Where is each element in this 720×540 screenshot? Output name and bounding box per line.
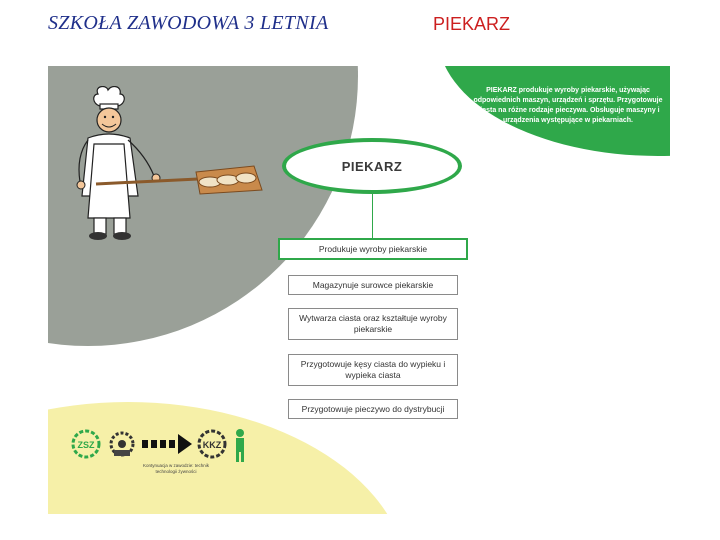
task-item: Wytwarza ciasta oraz kształtuje wyroby piekarskie (288, 308, 458, 340)
profession-description: PIEKARZ produkuje wyroby piekarskie, używając odpowiednich maszyn, urządzeń i sprzętu. Przygotowuje ciasta na różne rodzaje pieczywa. Obsługuje maszyny i urządzenia występujące w piekarniach. (473, 87, 663, 124)
profession-infographic (48, 66, 670, 514)
slide-subtitle: PIEKARZ (433, 14, 511, 34)
person-icon (236, 429, 244, 462)
task-item: Przygotowuje kęsy ciasta do wypieku i wypieka ciasta (288, 354, 458, 386)
task-item: Produkuje wyroby piekarskie (278, 238, 468, 260)
kkz-logo-label: KKZ (202, 440, 222, 450)
zsz-logo-label: ZSZ (77, 440, 95, 450)
arrow-right-icon (142, 434, 192, 454)
profession-name: PIEKARZ (341, 158, 403, 174)
task-item: Magazynuje surowce piekarskie (288, 275, 458, 295)
gear-icon (111, 433, 133, 456)
baker-illustration (58, 86, 268, 246)
connector-line (372, 194, 373, 238)
slide-title: SZKOŁA ZAWODOWA 3 LETNIA (48, 12, 329, 34)
zsz-logo-icon (73, 431, 99, 457)
kkz-logo-icon (199, 431, 225, 457)
footer-caption: Kontynuacja w zawodzie: technik technologii żywności (142, 463, 210, 474)
profession-oval (282, 138, 462, 194)
task-item: Przygotowuje pieczywo do dystrybucji (288, 399, 458, 419)
